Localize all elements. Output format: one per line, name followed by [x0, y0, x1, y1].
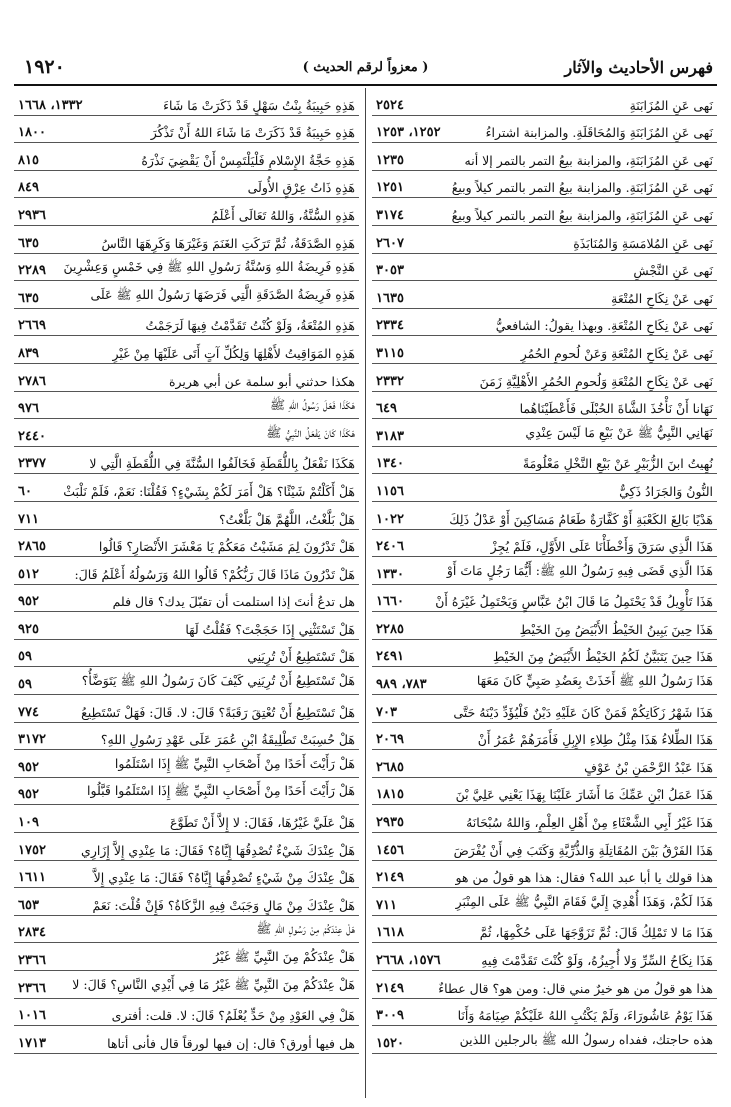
index-entry — [372, 392, 717, 420]
entry-text: هَلْ بَلَّغْتُ، اللَّهُمَّ هَلْ بَلَّغْتُ؟ — [218, 511, 355, 527]
index-entry — [14, 419, 359, 447]
entry-text: نَهى عَنِ المُزَابَنَةِ، والمزابنة بيعُ التمر بالتمر كيلاً وبيعُ — [451, 207, 713, 223]
hadith-number: ٢١٤٩ — [376, 980, 404, 996]
index-entry — [372, 88, 717, 116]
entry-text: هَلْ تَسْتَطِيعُ أَنْ تُرِيَنِي كَيْفَ كَانَ رَسُولُ اللهِ ﷺ يَتَوَضَّأُ؟ — [81, 673, 355, 689]
hadith-number: ٢٤٤٠ — [18, 428, 46, 444]
hadith-number: ٧٧٤ — [18, 704, 39, 720]
hadith-number: ٢٦٠٧ — [376, 235, 404, 251]
index-entry — [14, 585, 359, 613]
entry-text: هَلْ عِنْدَكُمْ مِنَ النَّبِيِّ ﷺ غَيْرُ — [213, 949, 355, 964]
entry-text: نَهى عَنْ نِكَاحِ المُتْعَةِ وَعَنْ لُحومِ الحُمُرِ — [520, 345, 713, 361]
index-entry — [372, 474, 717, 502]
right-column — [372, 88, 717, 1054]
entry-text: هَذَا يَوْمُ عَاشُورَاءَ، وَلَمْ يَكْتُبِ اللهُ عَلَيْكُمْ صِيَامَهُ وَأَنَا — [457, 1008, 713, 1024]
hadith-number: ١٣٤٠ — [376, 456, 404, 472]
hadith-number: ٧٠٣ — [376, 704, 397, 720]
hadith-number: ٧١١ — [376, 897, 397, 913]
hadith-number: ٢٩٣٦ — [18, 207, 46, 223]
hadith-number: ٨٣٩ — [18, 345, 39, 361]
hadith-number: ٧٨٣، ٩٨٩ — [376, 677, 427, 693]
index-entry — [14, 805, 359, 833]
entry-text: نَهى عَنْ نِكَاحِ المُتْعَةِ. وبهذا يقولُ: الشافعيُّ — [495, 318, 713, 334]
entry-text: هَذَا شَهْرُ زَكَاتِكُمْ فَمَنْ كَانَ عَلَيْهِ دَيْنٌ فَلْيُؤَدِّ دَيْنَهُ حَتَّى — [453, 704, 713, 720]
index-entry — [14, 695, 359, 723]
hadith-number: ٥٩ — [18, 677, 32, 693]
entry-text: هَذَا الَّذِي سَرَقَ وَأَخْطَأْنَا عَلَى الأَوَّلِ، فَلَمْ يُجِزْ — [490, 539, 713, 555]
entry-text: هَذَا حِينَ يَبِينُ الخَيْطُ الأَبْيَضُ مِنَ الخَيْطِ — [519, 621, 713, 637]
hadith-number: ١٠٢٢ — [376, 511, 404, 527]
index-entry — [372, 116, 717, 144]
index-entry — [14, 364, 359, 392]
hadith-number: ٩٧٦ — [18, 401, 39, 417]
index-entry — [372, 530, 717, 558]
entry-text: هَذَا نِكَاحُ السِّرِّ وَلا أُجِيزُهُ، وَلَوْ كُنْتَ تَقَدَّمْتَ فِيهِ — [481, 953, 713, 968]
entry-text: هَلْ عِنْدَكَ شَيْءٌ تُصْدِقُهَا إِيَّاهُ؟ فَقَالَ: مَا عِنْدِي إِلاَّ إِزَارِي — [81, 842, 355, 858]
entry-text: نَهَانا أَنْ نَأْخُذَ الشَّاةَ الحُبْلَى فَأَعْطَيْنَاهُما — [519, 401, 713, 417]
entry-text: النُّونُ وَالجَرَادُ ذَكِيٌّ — [619, 483, 713, 499]
hadith-number: ٢٥٢٤ — [376, 97, 404, 113]
hadith-number: ٢٣٦٦ — [18, 953, 46, 968]
index-entry — [14, 281, 359, 309]
hadith-number: ١٦٦٠ — [376, 594, 404, 610]
index-entry — [372, 309, 717, 337]
index-entry — [14, 116, 359, 144]
hadith-number: ٣٠٥٣ — [376, 263, 404, 279]
entry-text: هَلْ فِي العَوْدِ مِنْ حَدٍّ يُعْلَمُ؟ قَالَ: لا. قلت: أفترى — [111, 1008, 355, 1024]
hadith-number: ٩٥٢ — [18, 787, 39, 803]
entry-text: هَكَذَا نَفْعَلُ بِاللُّقَطَةِ فَخَالَفُوا السُّنَّةَ فِي اللُّقَطَةِ الَّتِي لا — [89, 456, 355, 472]
entry-text: نَهَانِي النَّبِيُّ ﷺ عَنْ بَيْعِ مَا لَيْسَ عِنْدِي — [525, 424, 713, 440]
index-entry — [372, 695, 717, 723]
index-entry — [372, 502, 717, 530]
entry-text: هَذِهِ حَبِيبَةُ بِنْتُ سَهْلٍ قَدْ ذَكَرَتْ مَا شَاءَ — [163, 97, 355, 113]
entry-text: نَهى عَنِ المُزَابَنَةِ. والمزابنة بيعُ التمر بالتمر كيلاً وبيعُ — [451, 180, 713, 196]
index-entry — [14, 502, 359, 530]
entry-text: هَلْ تَدْرُونَ مَاذَا قَالَ رَبُّكُمْ؟ قَالُوا اللهُ وَرَسُولُهُ أَعْلَمُ قَالَ: — [74, 566, 355, 582]
index-title: فهرس الأحاديث والآثار — [564, 58, 713, 77]
hadith-number: ٢٢٨٩ — [18, 263, 46, 279]
hadith-number: ١٨١٥ — [376, 787, 404, 803]
index-entry — [14, 447, 359, 475]
hadith-number: ٥٩ — [18, 649, 32, 665]
page-number: ١٩٢٠ — [24, 56, 65, 78]
entry-text: هَذِهِ الصَّدَقَةُ، ثُمَّ تَرَكَتِ الغَنَمَ وَغَيْرَهَا وَكَرِهَهَا النَّاسُ — [101, 235, 355, 251]
entry-text: هَلْ تَسْتَطِيعُ أَنْ تُرِيَنِي — [247, 649, 355, 665]
hadith-number: ١٥٧٦، ٢٦٦٨ — [376, 953, 441, 968]
index-entry — [14, 392, 359, 420]
hadith-number: ١٥٢٠ — [376, 1035, 404, 1051]
index-entry — [372, 778, 717, 806]
index-entry — [372, 640, 717, 668]
entry-text: هَذَا عَمَلُ ابْنِ عَمِّكَ مَا أَشَارَ عَلَيْنَا بِهَذَا يَعْنِي عَلِيَّ بْنَ — [455, 787, 713, 803]
hadith-number: ٩٥٢ — [18, 594, 39, 610]
hadith-number: ٢٤٩١ — [376, 649, 404, 665]
entry-text: هَذَا الفَرْقُ بَيْنَ المُقَاتِلَةِ وَالذُّرِّيَّةِ وَكَتَبَ فِي أَنْ يُفْرَضَ — [453, 842, 713, 858]
entry-text: نَهى عَنِ المُزَابَنَةِ — [629, 97, 713, 113]
index-entry — [14, 254, 359, 282]
index-entry — [14, 750, 359, 778]
index-entry — [14, 198, 359, 226]
hadith-number: ١٦١١ — [18, 870, 46, 886]
index-entry — [372, 971, 717, 999]
entry-text: هَلْ عَلَيَّ غَيْرُهَا، فَقَالَ: لا إِلاَّ أَنْ تَطَوَّعَ — [170, 815, 355, 831]
entry-text: هَلْ حُسِبَتْ تَطْلِيقَةُ ابْنِ عُمَرَ عَلَى عَهْدِ رَسُولِ اللهِ؟ — [100, 732, 355, 748]
hadith-number: ٨١٥ — [18, 152, 39, 168]
hadith-number: ١٧٥٢ — [18, 842, 46, 858]
hadith-number: ٦٤٩ — [376, 401, 397, 417]
hadith-number: ٣١٧٢ — [18, 732, 46, 748]
index-entry — [14, 723, 359, 751]
index-entry — [372, 861, 717, 889]
index-entry — [372, 281, 717, 309]
index-entry — [14, 612, 359, 640]
hadith-number: ٢٣٣٢ — [376, 373, 404, 389]
hadith-number: ١٠٩ — [18, 815, 39, 831]
entry-text: هذه حاجتك، ففداه رسولُ الله ﷺ بالرجلين اللذين — [459, 1031, 713, 1047]
entry-text: نُهِيتُ ابنَ الزُّبَيْرِ عَنْ بَيْعِ النَّخْلِ مَعْلُومَةً — [522, 456, 713, 472]
hadith-number: ٨٤٩ — [18, 180, 39, 196]
index-entry — [372, 916, 717, 944]
hadith-number: ٢٠٦٩ — [376, 732, 404, 748]
hadith-number: ٢٣٣٤ — [376, 318, 404, 334]
page-header — [14, 58, 717, 82]
hadith-number: ٢٤٠٦ — [376, 539, 404, 555]
hadith-number: ١٦١٨ — [376, 925, 404, 941]
index-entry — [372, 226, 717, 254]
index-entry — [14, 1026, 359, 1054]
index-entry — [14, 143, 359, 171]
index-entry — [14, 557, 359, 585]
index-entry — [372, 447, 717, 475]
entry-text: هَلْ عِنْدَكُمْ مِنْ رَسُولِ اللهِ ﷺ — [256, 921, 355, 937]
hadith-number: ٣١٧٤ — [376, 207, 404, 223]
entry-text: هَذَا تَأْوِيلُ قَدْ يَحْتَمِلُ مَا قَالَ ابْنُ عَبَّاسٍ وَيَحْتَمِلُ غَيْرَهُ أَنْ — [435, 594, 713, 610]
entry-text: هَلْ تَسْتَثْنِي إِذَا حَجَجْتَ؟ فَقُلْتُ لَهَا — [185, 621, 355, 637]
entry-text: هل فيها أورق؟ قال: إن فيها لورقاً قال فأنى أتاها — [107, 1035, 355, 1051]
index-entry — [372, 419, 717, 447]
entry-text: هَلْ تَدْرُونَ لِمَ مَشَيْتُ مَعَكُمْ يَا مَعْشَرَ الأَنْصَارِ؟ قَالُوا — [98, 539, 355, 555]
entry-text: هَذِهِ فَرِيضَةُ الصَّدَقَةِ الَّتِي فَرَضَهَا رَسُولُ اللهِ ﷺ عَلَى — [90, 286, 355, 302]
entry-text: هَلْ عِنْدَكُمْ مِنَ النَّبِيِّ ﷺ غَيْرُ مَا فِي أَيْدِي النَّاسِ؟ قَالَ: لا — [72, 976, 355, 992]
index-entry — [372, 833, 717, 861]
entry-text: نَهى عَنْ نِكَاحِ المُتْعَةِ وَلُحومِ الحُمُرِ الأَهْلِيَّةِ زَمَنَ — [479, 373, 713, 389]
index-entry — [372, 888, 717, 916]
hadith-number: ٦٣٥ — [18, 235, 39, 251]
index-entry — [372, 585, 717, 613]
hadith-number: ٢٢٨٥ — [376, 621, 404, 637]
index-entry — [14, 999, 359, 1027]
entry-text: هكذا حدثني أبو سلمة عن أبي هريرة — [168, 373, 355, 389]
entry-text: هَذَا مَا لا تَمْلِكُ قَالَ: ثُمَّ تَزَوَّجَهَا عَلَى حُكْمِهَا، ثُمَّ — [479, 925, 713, 941]
hadith-number: ٥١٢ — [18, 566, 39, 582]
hadith-number: ٢٩٣٥ — [376, 815, 404, 831]
hadith-number: ١٠١٦ — [18, 1008, 46, 1024]
hadith-number: ٢٦٨٥ — [376, 759, 404, 775]
entry-text: هَكَذَا فَعَلَ رَسُولُ اللهِ ﷺ — [269, 397, 355, 413]
entry-text: هَذَا لَكُمْ، وَهَذَا أُهْدِيَ إِلَيَّ فَقَامَ النَّبِيُّ ﷺ عَلَى المِنْبَرِ — [455, 893, 713, 909]
index-entry — [14, 88, 359, 116]
index-entry — [14, 888, 359, 916]
hadith-number: ١١٥٦ — [376, 483, 404, 499]
index-entry — [14, 640, 359, 668]
hadith-number: ٦٣٥ — [18, 290, 39, 306]
entry-text: هَلْ تَسْتَطِيعُ أَنْ تُعْتِقَ رَقَبَةً؟ قَالَ: لا. قَالَ: فَهَلْ تَسْتَطِيعُ — [81, 704, 355, 720]
hadith-number: ٢٦٦٩ — [18, 318, 46, 334]
header-rule — [14, 84, 717, 86]
entry-text: هَذَا الطِّلاءُ هَذَا مِثْلُ طِلاءِ الإِبِلِ فَأَمَرَهُمْ عُمَرُ أَنْ — [477, 732, 713, 748]
entry-text: هَلْ عِنْدَكَ مِنْ شَيْءٍ تُصْدِقُهَا إِيَّاهُ؟ فَقَالَ: مَا عِنْدِي إِلاَّ — [93, 870, 355, 886]
hadith-number: ٢٣٧٧ — [18, 456, 46, 472]
index-entry — [372, 612, 717, 640]
hadith-number: ٣١١٥ — [376, 345, 404, 361]
entry-text: هَلْ رَأَيْتَ أَحَدًا مِنْ أَصْحَابِ النَّبِيِّ ﷺ إِذَا اسْتَلَمُوا — [114, 755, 355, 771]
index-entry — [372, 1026, 717, 1054]
entry-text: هَذِهِ حَجَّةُ الإِسْلامِ فَلْيَلْتَمِسْ أَنْ يَقْضِيَ نَذْرَهُ — [141, 152, 355, 168]
index-entry — [14, 916, 359, 944]
entry-text: نَهى عَنِ المُزَابَنَةِ وَالمُحَاقَلَةِ. والمزابنة اشتراءُ — [485, 125, 713, 141]
entry-text: نَهى عَنِ النَّجْشِ — [633, 263, 713, 279]
hadith-number: ٦٠ — [18, 483, 32, 499]
index-entry — [372, 805, 717, 833]
hadith-number: ٧١١ — [18, 511, 39, 527]
hadith-number: ١٣٣٢، ١٦٦٨ — [18, 97, 83, 113]
hadith-number: ١٨٠٠ — [18, 125, 46, 141]
hadith-number: ١٤٥٦ — [376, 842, 404, 858]
index-entry — [372, 943, 717, 971]
index-entry — [372, 143, 717, 171]
entry-text: هَذَا رَسُولُ اللهِ ﷺ أَخَذَتْ بِعَضُدِ صَبِيٍّ كَانَ مَعَهَا — [476, 673, 713, 689]
hadith-number: ٢٨٣٤ — [18, 925, 46, 941]
index-entry — [14, 336, 359, 364]
hadith-number: ٣١٨٣ — [376, 428, 404, 444]
entry-text: نَهى عَنِ المُلامَسَةِ وَالمُنَابَذَةِ — [573, 235, 713, 251]
hadith-number: ٢٧٨٦ — [18, 373, 46, 389]
entry-text: هذا قولك يا أبا عبد الله؟ فقال: هذا هو قولُ من هو — [455, 870, 713, 886]
index-entry — [372, 723, 717, 751]
index-entry — [372, 171, 717, 199]
entry-text: هذا هو قولُ من هو خيرٌ مني قال: ومن هو؟ قال عطاءٌ — [438, 980, 713, 996]
entry-text: هَكَذَا كَانَ يَفْعَلُ النَّبِيُّ ﷺ — [266, 424, 355, 440]
hadith-number: ٢١٤٩ — [376, 870, 404, 886]
index-entry — [14, 861, 359, 889]
index-entry — [372, 364, 717, 392]
hadith-number: ٩٢٥ — [18, 621, 39, 637]
index-entry — [14, 943, 359, 971]
hadith-number: ١٢٣٥ — [376, 152, 404, 168]
index-entry — [14, 971, 359, 999]
entry-text: هَلْ رَأَيْتَ أَحَدًا مِنْ أَصْحَابِ النَّبِيِّ ﷺ إِذَا اسْتَلَمُوا قَبَّلُوا — [87, 783, 355, 799]
hadith-number: ٦٥٣ — [18, 897, 39, 913]
hadith-number: ١٣٣٠ — [376, 566, 404, 582]
entry-text: هَذِهِ فَرِيضَةُ اللهِ وَسُنَّةُ رَسُولِ اللهِ ﷺ فِي خَمْسٍ وَعِشْرِينَ — [63, 259, 355, 275]
index-entry — [372, 999, 717, 1027]
index-entry — [372, 667, 717, 695]
hadith-number: ١٢٥١ — [376, 180, 404, 196]
entry-text: هل تدعُ أنتَ إذا استلمت أن تقبّلَ يدك؟ قال فلم — [112, 594, 355, 610]
hadith-number: ٣٠٠٩ — [376, 1008, 404, 1024]
entry-text: هَذَا عَبْدُ الرَّحْمَنِ بْنُ عَوْفٍ — [584, 759, 713, 775]
index-entry — [14, 778, 359, 806]
hadith-number: ١٢٥٢، ١٢٥٣ — [376, 125, 441, 141]
left-column — [14, 88, 359, 1054]
hadith-number: ١٧١٣ — [18, 1035, 46, 1051]
index-entry — [14, 171, 359, 199]
index-entry — [14, 474, 359, 502]
index-entry — [14, 226, 359, 254]
index-entry — [372, 750, 717, 778]
index-entry — [14, 667, 359, 695]
entry-text: هَذَا الَّذِي قَضَى فِيهِ رَسُولُ اللهِ ﷺ: أَيُّمَا رَجُلٍ مَاتَ أَوْ — [446, 562, 713, 578]
entry-text: هَذِهِ السُّنَّةُ، وَاللهُ تَعَالَى أَعْلَمُ — [211, 207, 355, 223]
entry-text: هَذِهِ حَبِيبَةُ قَدْ ذَكَرَتْ مَا شَاءَ اللهُ أَنْ تَذْكُرَ — [150, 125, 355, 141]
entry-text: هَلْ أَكَلْتُمْ شَيْئًا؟ هَلْ أَمَرَ لَكُمْ بِشَيْءٍ؟ فَقُلْنَا: نَعَمْ، فَلَمْ نَلْبَثْ — [63, 483, 355, 499]
index-entry — [372, 254, 717, 282]
hadith-number: ٢٨٦٥ — [18, 539, 46, 555]
index-subtitle: ( معزواً لرقم الحديث ) — [302, 60, 429, 75]
entry-text: نَهى عَنِ المُزَابَنَةِ، والمزابنة بيعُ التمر بالتمر إلا أنه — [464, 152, 713, 168]
entry-text: هَذِهِ المَوَاقِيتُ لأَهْلِهَا وَلِكُلِّ آتٍ أَتَى عَلَيْهَا مِنْ غَيْرِ — [112, 345, 355, 361]
entry-text: هَذِهِ المُتْعَةُ، وَلَوْ كُنْتُ تَقَدَّمْتُ فِيهَا لَرَجَمْتُ — [145, 318, 355, 334]
index-entry — [14, 309, 359, 337]
index-entry — [372, 336, 717, 364]
entry-text: نَهى عَنْ نِكَاحِ المُتْعَةِ — [611, 290, 713, 306]
entry-text: هَذَا حِينَ يَتَبَيَّنُ لَكُمُ الخَيْطُ الأَبْيَضُ مِنَ الخَيْطِ — [492, 649, 713, 665]
hadith-number: ٩٥٢ — [18, 759, 39, 775]
hadith-number: ١٦٣٥ — [376, 290, 404, 306]
index-entry — [14, 530, 359, 558]
entry-text: هَدْيًا بَالِغَ الكَعْبَةِ أَوْ كَفَّارَةٌ طَعَامُ مَسَاكِينَ أَوْ عَدْلُ ذَلِكَ — [449, 511, 713, 527]
index-entry — [14, 833, 359, 861]
column-divider — [365, 88, 366, 1098]
hadith-number: ٢٣٦٦ — [18, 980, 46, 996]
entry-text: هَذَا غَيْرُ أَبِي الشَّعْثَاءِ مِنْ أَهْلِ العِلْمِ، وَاللهُ سُبْحَانَهُ — [466, 815, 713, 831]
index-entry — [372, 557, 717, 585]
entry-text: هَذِهِ ذَاتُ عِرْقٍ الأُولَى — [247, 180, 355, 196]
index-entry — [372, 198, 717, 226]
entry-text: هَلْ عِنْدَكَ مِنْ مَالٍ وَجَبَتْ فِيهِ الزَّكَاةُ؟ فَإِنْ قُلْتَ: نَعَمْ — [92, 897, 355, 913]
